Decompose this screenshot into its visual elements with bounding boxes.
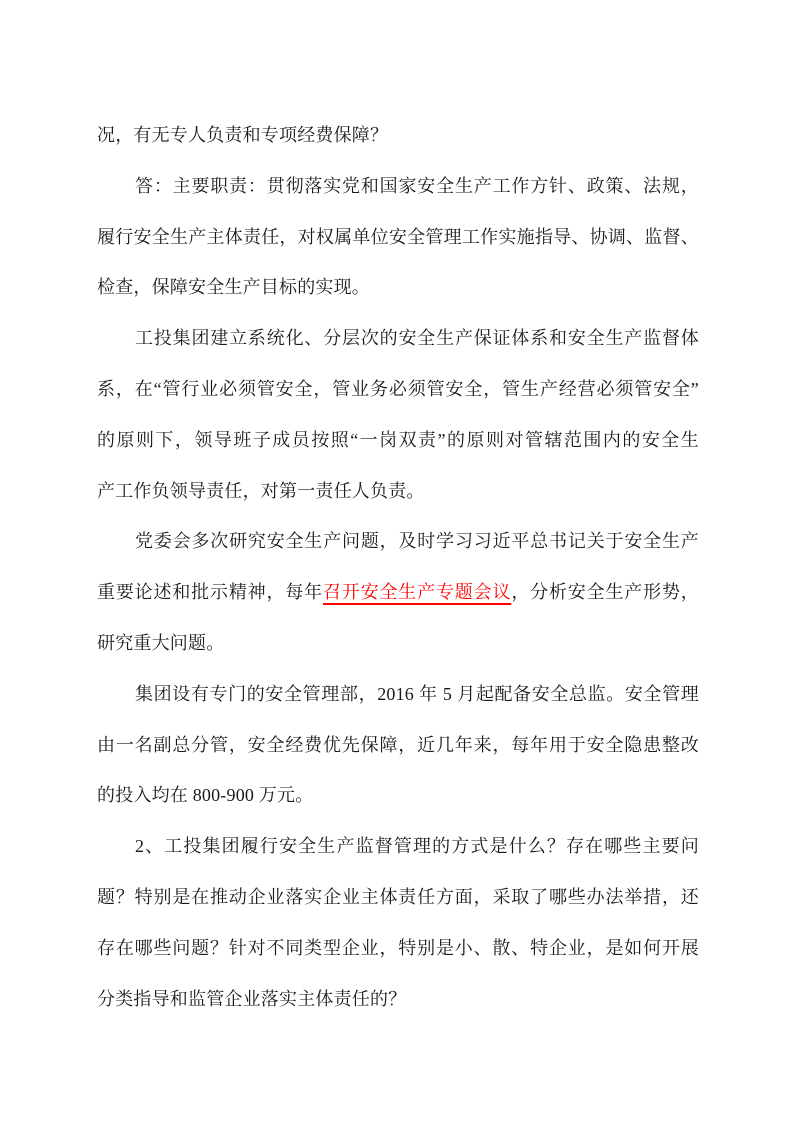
text-line	[97, 212, 699, 263]
text-segment: ，分析安全生产形势，	[511, 582, 699, 603]
paragraph	[97, 110, 699, 161]
text-line	[97, 466, 699, 517]
text-segment: 工投集团建立系统化、分层次的安全生产保证体系和安全生产监督体	[135, 328, 699, 349]
text-segment: 的原则下，领导班子成员按照“一岗双责”的原则对管辖范围内的安全生	[97, 429, 699, 450]
text-line	[97, 110, 699, 161]
text-segment: 履行安全生产主体责任，对权属单位安全管理工作实施指导、协调、监督、	[97, 226, 699, 247]
text-line	[97, 923, 699, 974]
paragraph	[97, 161, 699, 313]
text-segment: 集团设有专门的安全管理部，2016 年 5 月起配备安全总监。安全管理	[135, 683, 699, 704]
paragraph	[97, 821, 699, 1024]
text-line	[97, 567, 699, 618]
text-line	[97, 415, 699, 466]
text-line	[97, 770, 699, 821]
text-segment: 存在哪些问题？针对不同类型企业，特别是小、散、特企业，是如何开展	[97, 937, 699, 958]
text-segment: 2、工投集团履行安全生产监督管理的方式是什么？存在哪些主要问	[135, 836, 699, 857]
text-segment: 由一名副总分管，安全经费优先保障，近几年来，每年用于安全隐患整改	[97, 734, 699, 755]
text-segment: 答：主要职责：贯彻落实党和国家安全生产工作方针、政策、法规，	[135, 175, 699, 196]
text-line	[97, 872, 699, 923]
text-segment: 况，有无专人负责和专项经费保障？	[97, 125, 389, 145]
text-line	[97, 313, 699, 364]
text-segment: 研究重大问题。	[97, 632, 225, 653]
paragraph	[97, 313, 699, 516]
text-segment: 党委会多次研究安全生产问题，及时学习习近平总书记关于安全生产	[135, 531, 699, 552]
text-segment: 检查，保障安全生产目标的实现。	[97, 277, 370, 298]
text-segment: 重要论述和批示精神，每年	[97, 582, 323, 603]
text-segment: 题？特别是在推动企业落实企业主体责任方面，采取了哪些办法举措，还	[97, 886, 699, 907]
text-line	[97, 262, 699, 313]
paragraph	[97, 669, 699, 821]
text-segment: 系，在“管行业必须管安全，管业务必须管安全，管生产经营必须管安全”	[97, 378, 699, 399]
text-segment: 产工作负领导责任，对第一责任人负责。	[97, 480, 425, 501]
text-line	[97, 364, 699, 415]
text-segment: 分类指导和监管企业落实主体责任的？	[97, 988, 407, 1009]
text-line	[97, 821, 699, 872]
paragraph	[97, 516, 699, 668]
highlighted-red-phrase: 召开安全生产专题会议	[322, 582, 512, 603]
text-line	[97, 669, 699, 720]
text-line	[97, 618, 699, 669]
text-line	[97, 974, 699, 1025]
text-line	[97, 516, 699, 567]
document-content	[97, 110, 699, 1024]
text-line	[97, 161, 699, 212]
text-segment: 的投入均在 800-900 万元。	[97, 785, 314, 806]
text-line	[97, 720, 699, 771]
